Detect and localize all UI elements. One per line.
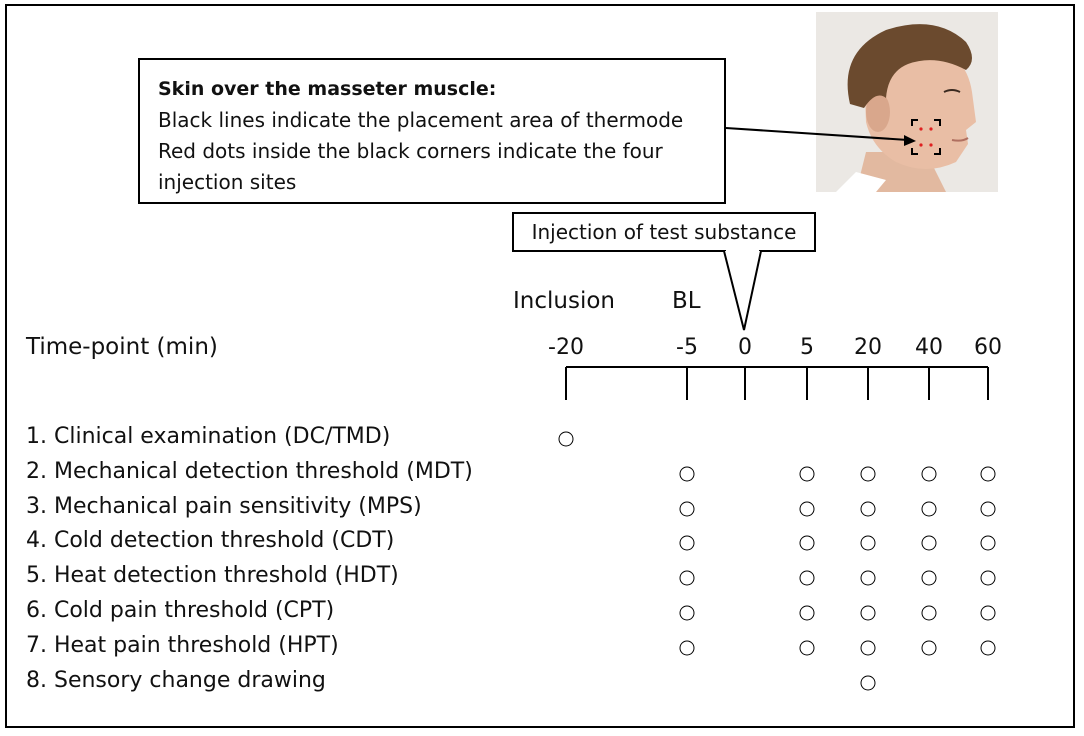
timepoint-tick-label: 0 <box>738 335 752 360</box>
injection-label: Injection of test substance <box>531 220 797 244</box>
callout-arrow-head <box>904 135 916 146</box>
callout-line-3: injection sites <box>158 170 297 194</box>
task-label: 4. Cold detection threshold (CDT) <box>26 528 395 554</box>
timepoint-tick-label: 20 <box>854 335 882 360</box>
task-label: 3. Mechanical pain sensitivity (MPS) <box>26 493 422 519</box>
timepoint-tick-label: -20 <box>548 335 584 360</box>
timepoint-tick-label: 60 <box>974 335 1002 360</box>
baseline-label: BL <box>672 288 701 314</box>
callout-arrow-line <box>726 128 908 140</box>
task-label: 2. Mechanical detection threshold (MDT) <box>26 458 473 484</box>
injection-pointer <box>724 251 761 330</box>
timeline-axis <box>566 367 988 400</box>
timepoint-label: Time-point (min) <box>26 334 218 360</box>
callout-line-2: Red dots inside the black corners indicate the four <box>158 139 663 163</box>
inclusion-label: Inclusion <box>513 288 615 314</box>
task-label: 6. Cold pain threshold (CPT) <box>26 598 335 623</box>
task-label: 8. Sensory change drawing <box>26 667 326 693</box>
timepoint-tick-label: -5 <box>676 335 698 360</box>
task-label: 5. Heat detection threshold (HDT) <box>26 563 399 589</box>
callout-heading: Skin over the masseter muscle: <box>158 78 497 100</box>
timepoint-tick-label: 5 <box>800 335 814 360</box>
callout-line-1: Black lines indicate the placement area of thermode <box>158 108 684 132</box>
task-label: 7. Heat pain threshold (HPT) <box>26 632 339 658</box>
task-label: 1. Clinical examination (DC/TMD) <box>26 424 391 449</box>
injection-site-dots <box>919 127 932 146</box>
thermode-corners <box>912 120 940 154</box>
timepoint-tick-label: 40 <box>915 335 943 360</box>
